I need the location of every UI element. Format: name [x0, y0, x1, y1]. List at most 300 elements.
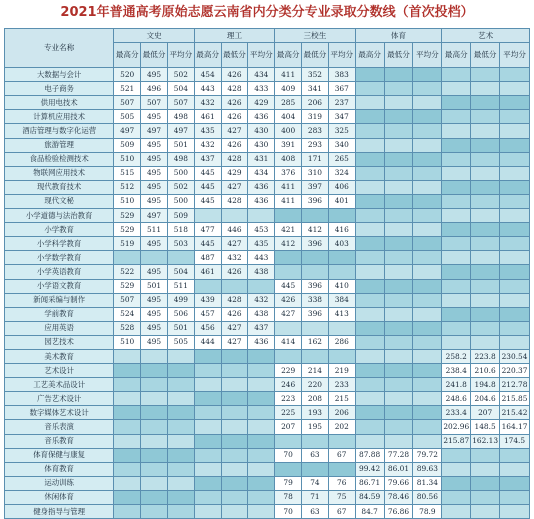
- empty-score-cell: [413, 124, 442, 138]
- score-cell: 477: [194, 223, 221, 237]
- empty-score-cell: [194, 434, 221, 448]
- score-cell: 202.96: [442, 420, 471, 434]
- empty-score-cell: [221, 349, 248, 363]
- score-cell: 219: [328, 364, 355, 378]
- empty-score-cell: [442, 265, 471, 279]
- score-cell: 99.42: [355, 462, 384, 476]
- min-score-header: 最低分: [471, 43, 500, 68]
- empty-score-cell: [221, 462, 248, 476]
- score-cell: 414: [275, 335, 302, 349]
- empty-score-cell: [413, 279, 442, 293]
- empty-score-cell: [442, 180, 471, 194]
- score-cell: 246: [275, 378, 302, 392]
- score-cell: 435: [248, 237, 275, 251]
- empty-score-cell: [221, 420, 248, 434]
- empty-score-cell: [413, 251, 442, 265]
- empty-score-cell: [194, 406, 221, 420]
- header-row-groups: [5, 29, 530, 43]
- score-cell: 426: [221, 138, 248, 152]
- score-cell: 214: [302, 364, 329, 378]
- major-name-cell: 运动训练: [5, 476, 114, 490]
- score-cell: 286: [328, 335, 355, 349]
- score-cell: 454: [194, 68, 221, 82]
- empty-score-cell: [384, 251, 413, 265]
- empty-score-cell: [221, 434, 248, 448]
- empty-score-cell: [500, 251, 530, 265]
- table-row: [5, 237, 530, 251]
- major-name-cell: 体育保健与康复: [5, 448, 114, 462]
- score-cell: 210.6: [471, 364, 500, 378]
- empty-score-cell: [355, 279, 384, 293]
- empty-score-cell: [384, 96, 413, 110]
- empty-score-cell: [471, 96, 500, 110]
- major-name-cell: 现代文秘: [5, 194, 114, 208]
- major-name-cell: 健身指导与管理: [5, 505, 114, 519]
- score-cell: 427: [221, 180, 248, 194]
- score-cell: 70: [275, 448, 302, 462]
- score-cell: 496: [141, 82, 168, 96]
- empty-score-cell: [384, 293, 413, 307]
- score-cell: 495: [141, 138, 168, 152]
- empty-score-cell: [413, 223, 442, 237]
- score-cell: 457: [194, 307, 221, 321]
- empty-score-cell: [413, 293, 442, 307]
- score-cell: 408: [275, 152, 302, 166]
- major-name-cell: 酒店管理与数字化运营: [5, 124, 114, 138]
- score-cell: 499: [167, 293, 194, 307]
- empty-score-cell: [471, 124, 500, 138]
- major-name-cell: 体育教育: [5, 462, 114, 476]
- empty-score-cell: [221, 364, 248, 378]
- empty-score-cell: [442, 279, 471, 293]
- empty-score-cell: [500, 180, 530, 194]
- table-row: [5, 462, 530, 476]
- score-cell: 446: [221, 223, 248, 237]
- empty-score-cell: [413, 237, 442, 251]
- empty-score-cell: [471, 265, 500, 279]
- empty-score-cell: [221, 378, 248, 392]
- empty-score-cell: [355, 68, 384, 82]
- score-cell: 237: [328, 96, 355, 110]
- major-name-cell: 学前教育: [5, 307, 114, 321]
- empty-score-cell: [167, 378, 194, 392]
- major-name-cell: 小学道德与法治教育: [5, 209, 114, 223]
- empty-score-cell: [141, 505, 168, 519]
- score-cell: 204.6: [471, 392, 500, 406]
- empty-score-cell: [384, 209, 413, 223]
- empty-score-cell: [500, 448, 530, 462]
- score-cell: 70: [275, 505, 302, 519]
- empty-score-cell: [248, 406, 275, 420]
- table-row: [5, 180, 530, 194]
- score-cell: 512: [114, 180, 141, 194]
- empty-score-cell: [141, 251, 168, 265]
- empty-score-cell: [141, 378, 168, 392]
- score-cell: 78: [275, 490, 302, 504]
- score-cell: 461: [194, 110, 221, 124]
- table-row: [5, 166, 530, 180]
- score-cell: 529: [114, 279, 141, 293]
- empty-score-cell: [471, 335, 500, 349]
- empty-score-cell: [194, 279, 221, 293]
- group-header-tiyu: 体育: [355, 29, 442, 43]
- max-score-header: 最高分: [114, 43, 141, 68]
- empty-score-cell: [167, 490, 194, 504]
- empty-score-cell: [471, 279, 500, 293]
- empty-score-cell: [114, 378, 141, 392]
- empty-score-cell: [355, 335, 384, 349]
- score-cell: 84.59: [355, 490, 384, 504]
- score-cell: 401: [328, 194, 355, 208]
- empty-score-cell: [500, 82, 530, 96]
- score-cell: 404: [275, 110, 302, 124]
- empty-score-cell: [471, 82, 500, 96]
- empty-score-cell: [114, 364, 141, 378]
- score-cell: 413: [328, 307, 355, 321]
- score-cell: 518: [167, 223, 194, 237]
- empty-score-cell: [355, 321, 384, 335]
- major-name-cell: 小学数学教育: [5, 251, 114, 265]
- empty-score-cell: [471, 152, 500, 166]
- score-cell: 283: [302, 124, 329, 138]
- empty-score-cell: [248, 378, 275, 392]
- score-cell: 511: [141, 223, 168, 237]
- score-cell: 487: [194, 251, 221, 265]
- score-cell: 429: [221, 166, 248, 180]
- score-cell: 445: [194, 166, 221, 180]
- empty-score-cell: [141, 406, 168, 420]
- table-body: [5, 68, 530, 519]
- score-cell: 67: [328, 505, 355, 519]
- empty-score-cell: [355, 96, 384, 110]
- table-row: [5, 448, 530, 462]
- empty-score-cell: [355, 434, 384, 448]
- score-cell: 505: [167, 335, 194, 349]
- empty-score-cell: [328, 349, 355, 363]
- empty-score-cell: [384, 420, 413, 434]
- empty-score-cell: [384, 378, 413, 392]
- empty-score-cell: [194, 505, 221, 519]
- empty-score-cell: [248, 476, 275, 490]
- empty-score-cell: [442, 251, 471, 265]
- table-row: [5, 152, 530, 166]
- table-row: [5, 68, 530, 82]
- score-cell: 444: [194, 335, 221, 349]
- empty-score-cell: [384, 265, 413, 279]
- major-name-cell: 美术教育: [5, 349, 114, 363]
- empty-score-cell: [194, 209, 221, 223]
- empty-score-cell: [413, 378, 442, 392]
- score-cell: 416: [328, 223, 355, 237]
- empty-score-cell: [355, 293, 384, 307]
- empty-score-cell: [471, 476, 500, 490]
- min-score-header: 最低分: [302, 43, 329, 68]
- score-cell: 215.42: [500, 406, 530, 420]
- score-cell: 529: [114, 223, 141, 237]
- empty-score-cell: [471, 180, 500, 194]
- score-cell: 352: [302, 68, 329, 82]
- min-score-header: 最低分: [221, 43, 248, 68]
- empty-score-cell: [384, 110, 413, 124]
- score-cell: 501: [167, 321, 194, 335]
- empty-score-cell: [355, 152, 384, 166]
- score-cell: 445: [194, 237, 221, 251]
- score-cell: 495: [141, 194, 168, 208]
- score-cell: 438: [248, 265, 275, 279]
- score-cell: 223.8: [471, 349, 500, 363]
- score-cell: 397: [302, 180, 329, 194]
- score-cell: 412: [275, 237, 302, 251]
- empty-score-cell: [355, 209, 384, 223]
- score-cell: 495: [141, 321, 168, 335]
- empty-score-cell: [442, 307, 471, 321]
- min-score-header: 最低分: [384, 43, 413, 68]
- empty-score-cell: [442, 505, 471, 519]
- empty-score-cell: [442, 237, 471, 251]
- empty-score-cell: [500, 68, 530, 82]
- score-cell: 520: [114, 68, 141, 82]
- score-cell: 437: [194, 152, 221, 166]
- empty-score-cell: [471, 505, 500, 519]
- empty-score-cell: [413, 194, 442, 208]
- score-cell: 233: [328, 378, 355, 392]
- score-cell: 391: [275, 138, 302, 152]
- empty-score-cell: [413, 180, 442, 194]
- empty-score-cell: [141, 364, 168, 378]
- group-header-yishu: 艺术: [442, 29, 530, 43]
- score-cell: 74: [302, 476, 329, 490]
- empty-score-cell: [384, 392, 413, 406]
- score-cell: 76: [328, 476, 355, 490]
- table-row: [5, 279, 530, 293]
- empty-score-cell: [384, 406, 413, 420]
- score-cell: 406: [328, 180, 355, 194]
- score-cell: 495: [141, 180, 168, 194]
- table-row: [5, 364, 530, 378]
- empty-score-cell: [355, 223, 384, 237]
- empty-score-cell: [355, 138, 384, 152]
- score-cell: 426: [221, 110, 248, 124]
- score-cell: 248.6: [442, 392, 471, 406]
- empty-score-cell: [500, 279, 530, 293]
- score-cell: 63: [302, 448, 329, 462]
- score-cell: 436: [248, 335, 275, 349]
- table-row: [5, 223, 530, 237]
- empty-score-cell: [442, 223, 471, 237]
- empty-score-cell: [471, 293, 500, 307]
- empty-score-cell: [248, 392, 275, 406]
- empty-score-cell: [413, 392, 442, 406]
- empty-score-cell: [167, 434, 194, 448]
- score-cell: 445: [194, 194, 221, 208]
- empty-score-cell: [442, 124, 471, 138]
- avg-score-header: 平均分: [248, 43, 275, 68]
- empty-score-cell: [167, 462, 194, 476]
- score-cell: 410: [328, 279, 355, 293]
- score-cell: 434: [248, 68, 275, 82]
- score-cell: 79: [275, 476, 302, 490]
- score-cell: 174.5: [500, 434, 530, 448]
- score-cell: 164.17: [500, 420, 530, 434]
- score-cell: 148.5: [471, 420, 500, 434]
- empty-score-cell: [442, 321, 471, 335]
- score-cell: 497: [114, 124, 141, 138]
- score-cell: 241.8: [442, 378, 471, 392]
- score-cell: 431: [248, 152, 275, 166]
- empty-score-cell: [384, 237, 413, 251]
- empty-score-cell: [500, 166, 530, 180]
- empty-score-cell: [500, 237, 530, 251]
- score-cell: 428: [221, 293, 248, 307]
- major-name-cell: 食品检验检测技术: [5, 152, 114, 166]
- empty-score-cell: [114, 349, 141, 363]
- score-cell: 396: [302, 237, 329, 251]
- empty-score-cell: [167, 406, 194, 420]
- min-score-header: 最低分: [141, 43, 168, 68]
- empty-score-cell: [302, 251, 329, 265]
- table-row: [5, 349, 530, 363]
- table-row: [5, 293, 530, 307]
- score-cell: 79.66: [384, 476, 413, 490]
- score-cell: 77.28: [384, 448, 413, 462]
- empty-score-cell: [221, 406, 248, 420]
- empty-score-cell: [194, 476, 221, 490]
- score-cell: 212.78: [500, 378, 530, 392]
- empty-score-cell: [355, 307, 384, 321]
- empty-score-cell: [275, 462, 302, 476]
- score-cell: 324: [328, 166, 355, 180]
- empty-score-cell: [442, 96, 471, 110]
- empty-score-cell: [141, 490, 168, 504]
- score-cell: 411: [275, 194, 302, 208]
- empty-score-cell: [413, 349, 442, 363]
- empty-score-cell: [221, 392, 248, 406]
- empty-score-cell: [275, 321, 302, 335]
- score-cell: 376: [275, 166, 302, 180]
- empty-score-cell: [355, 166, 384, 180]
- score-cell: 325: [328, 124, 355, 138]
- avg-score-header: 平均分: [413, 43, 442, 68]
- score-cell: 338: [302, 293, 329, 307]
- score-cell: 76.86: [384, 505, 413, 519]
- score-cell: 430: [248, 138, 275, 152]
- empty-score-cell: [442, 209, 471, 223]
- score-cell: 223: [275, 392, 302, 406]
- empty-score-cell: [471, 68, 500, 82]
- empty-score-cell: [384, 180, 413, 194]
- empty-score-cell: [500, 124, 530, 138]
- score-cell: 285: [275, 96, 302, 110]
- empty-score-cell: [221, 490, 248, 504]
- score-cell: 220: [302, 378, 329, 392]
- score-cell: 510: [114, 194, 141, 208]
- score-cell: 430: [248, 124, 275, 138]
- score-cell: 319: [302, 110, 329, 124]
- empty-score-cell: [328, 321, 355, 335]
- empty-score-cell: [355, 265, 384, 279]
- empty-score-cell: [384, 82, 413, 96]
- score-cell: 436: [248, 180, 275, 194]
- score-cell: 400: [275, 124, 302, 138]
- empty-score-cell: [302, 265, 329, 279]
- empty-score-cell: [221, 448, 248, 462]
- empty-score-cell: [275, 265, 302, 279]
- table-row: [5, 335, 530, 349]
- empty-score-cell: [413, 434, 442, 448]
- score-cell: 495: [141, 265, 168, 279]
- score-cell: 503: [167, 237, 194, 251]
- group-header-wenshi: 文史: [114, 29, 194, 43]
- score-cell: 215: [328, 392, 355, 406]
- empty-score-cell: [413, 209, 442, 223]
- score-cell: 384: [328, 293, 355, 307]
- empty-score-cell: [141, 420, 168, 434]
- score-cell: 75: [328, 490, 355, 504]
- score-cell: 495: [141, 335, 168, 349]
- empty-score-cell: [442, 68, 471, 82]
- score-cell: 497: [141, 209, 168, 223]
- table-row: [5, 406, 530, 420]
- empty-score-cell: [167, 392, 194, 406]
- max-score-header: 最高分: [355, 43, 384, 68]
- score-cell: 206: [302, 96, 329, 110]
- table-row: [5, 378, 530, 392]
- score-cell: 84.7: [355, 505, 384, 519]
- score-cell: 501: [167, 138, 194, 152]
- score-cell: 510: [114, 152, 141, 166]
- major-name-cell: 数字媒体艺术设计: [5, 406, 114, 420]
- empty-score-cell: [500, 293, 530, 307]
- table-row: [5, 110, 530, 124]
- empty-score-cell: [442, 110, 471, 124]
- empty-score-cell: [221, 476, 248, 490]
- score-cell: 495: [141, 293, 168, 307]
- major-name-cell: 大数据与会计: [5, 68, 114, 82]
- score-cell: 433: [248, 82, 275, 96]
- score-cell: 229: [275, 364, 302, 378]
- score-cell: 427: [221, 321, 248, 335]
- group-header-sanxiaosheng: 三校生: [275, 29, 355, 43]
- group-header-ligong: 理工: [194, 29, 274, 43]
- major-name-cell: 园艺技术: [5, 335, 114, 349]
- score-cell: 78.9: [413, 505, 442, 519]
- score-cell: 495: [141, 68, 168, 82]
- score-cell: 81.34: [413, 476, 442, 490]
- score-cell: 225: [275, 406, 302, 420]
- empty-score-cell: [384, 349, 413, 363]
- empty-score-cell: [471, 194, 500, 208]
- score-cell: 432: [194, 138, 221, 152]
- empty-score-cell: [355, 180, 384, 194]
- score-cell: 436: [248, 110, 275, 124]
- score-cell: 445: [194, 180, 221, 194]
- score-cell: 310: [302, 166, 329, 180]
- empty-score-cell: [384, 364, 413, 378]
- score-cell: 412: [302, 223, 329, 237]
- score-cell: 432: [221, 251, 248, 265]
- score-cell: 220.37: [500, 364, 530, 378]
- empty-score-cell: [167, 505, 194, 519]
- empty-score-cell: [248, 364, 275, 378]
- empty-score-cell: [442, 335, 471, 349]
- score-cell: 504: [167, 82, 194, 96]
- empty-score-cell: [248, 279, 275, 293]
- empty-score-cell: [248, 420, 275, 434]
- empty-score-cell: [413, 166, 442, 180]
- major-name-cell: 旅游管理: [5, 138, 114, 152]
- score-cell: 202: [328, 420, 355, 434]
- score-cell: 171: [302, 152, 329, 166]
